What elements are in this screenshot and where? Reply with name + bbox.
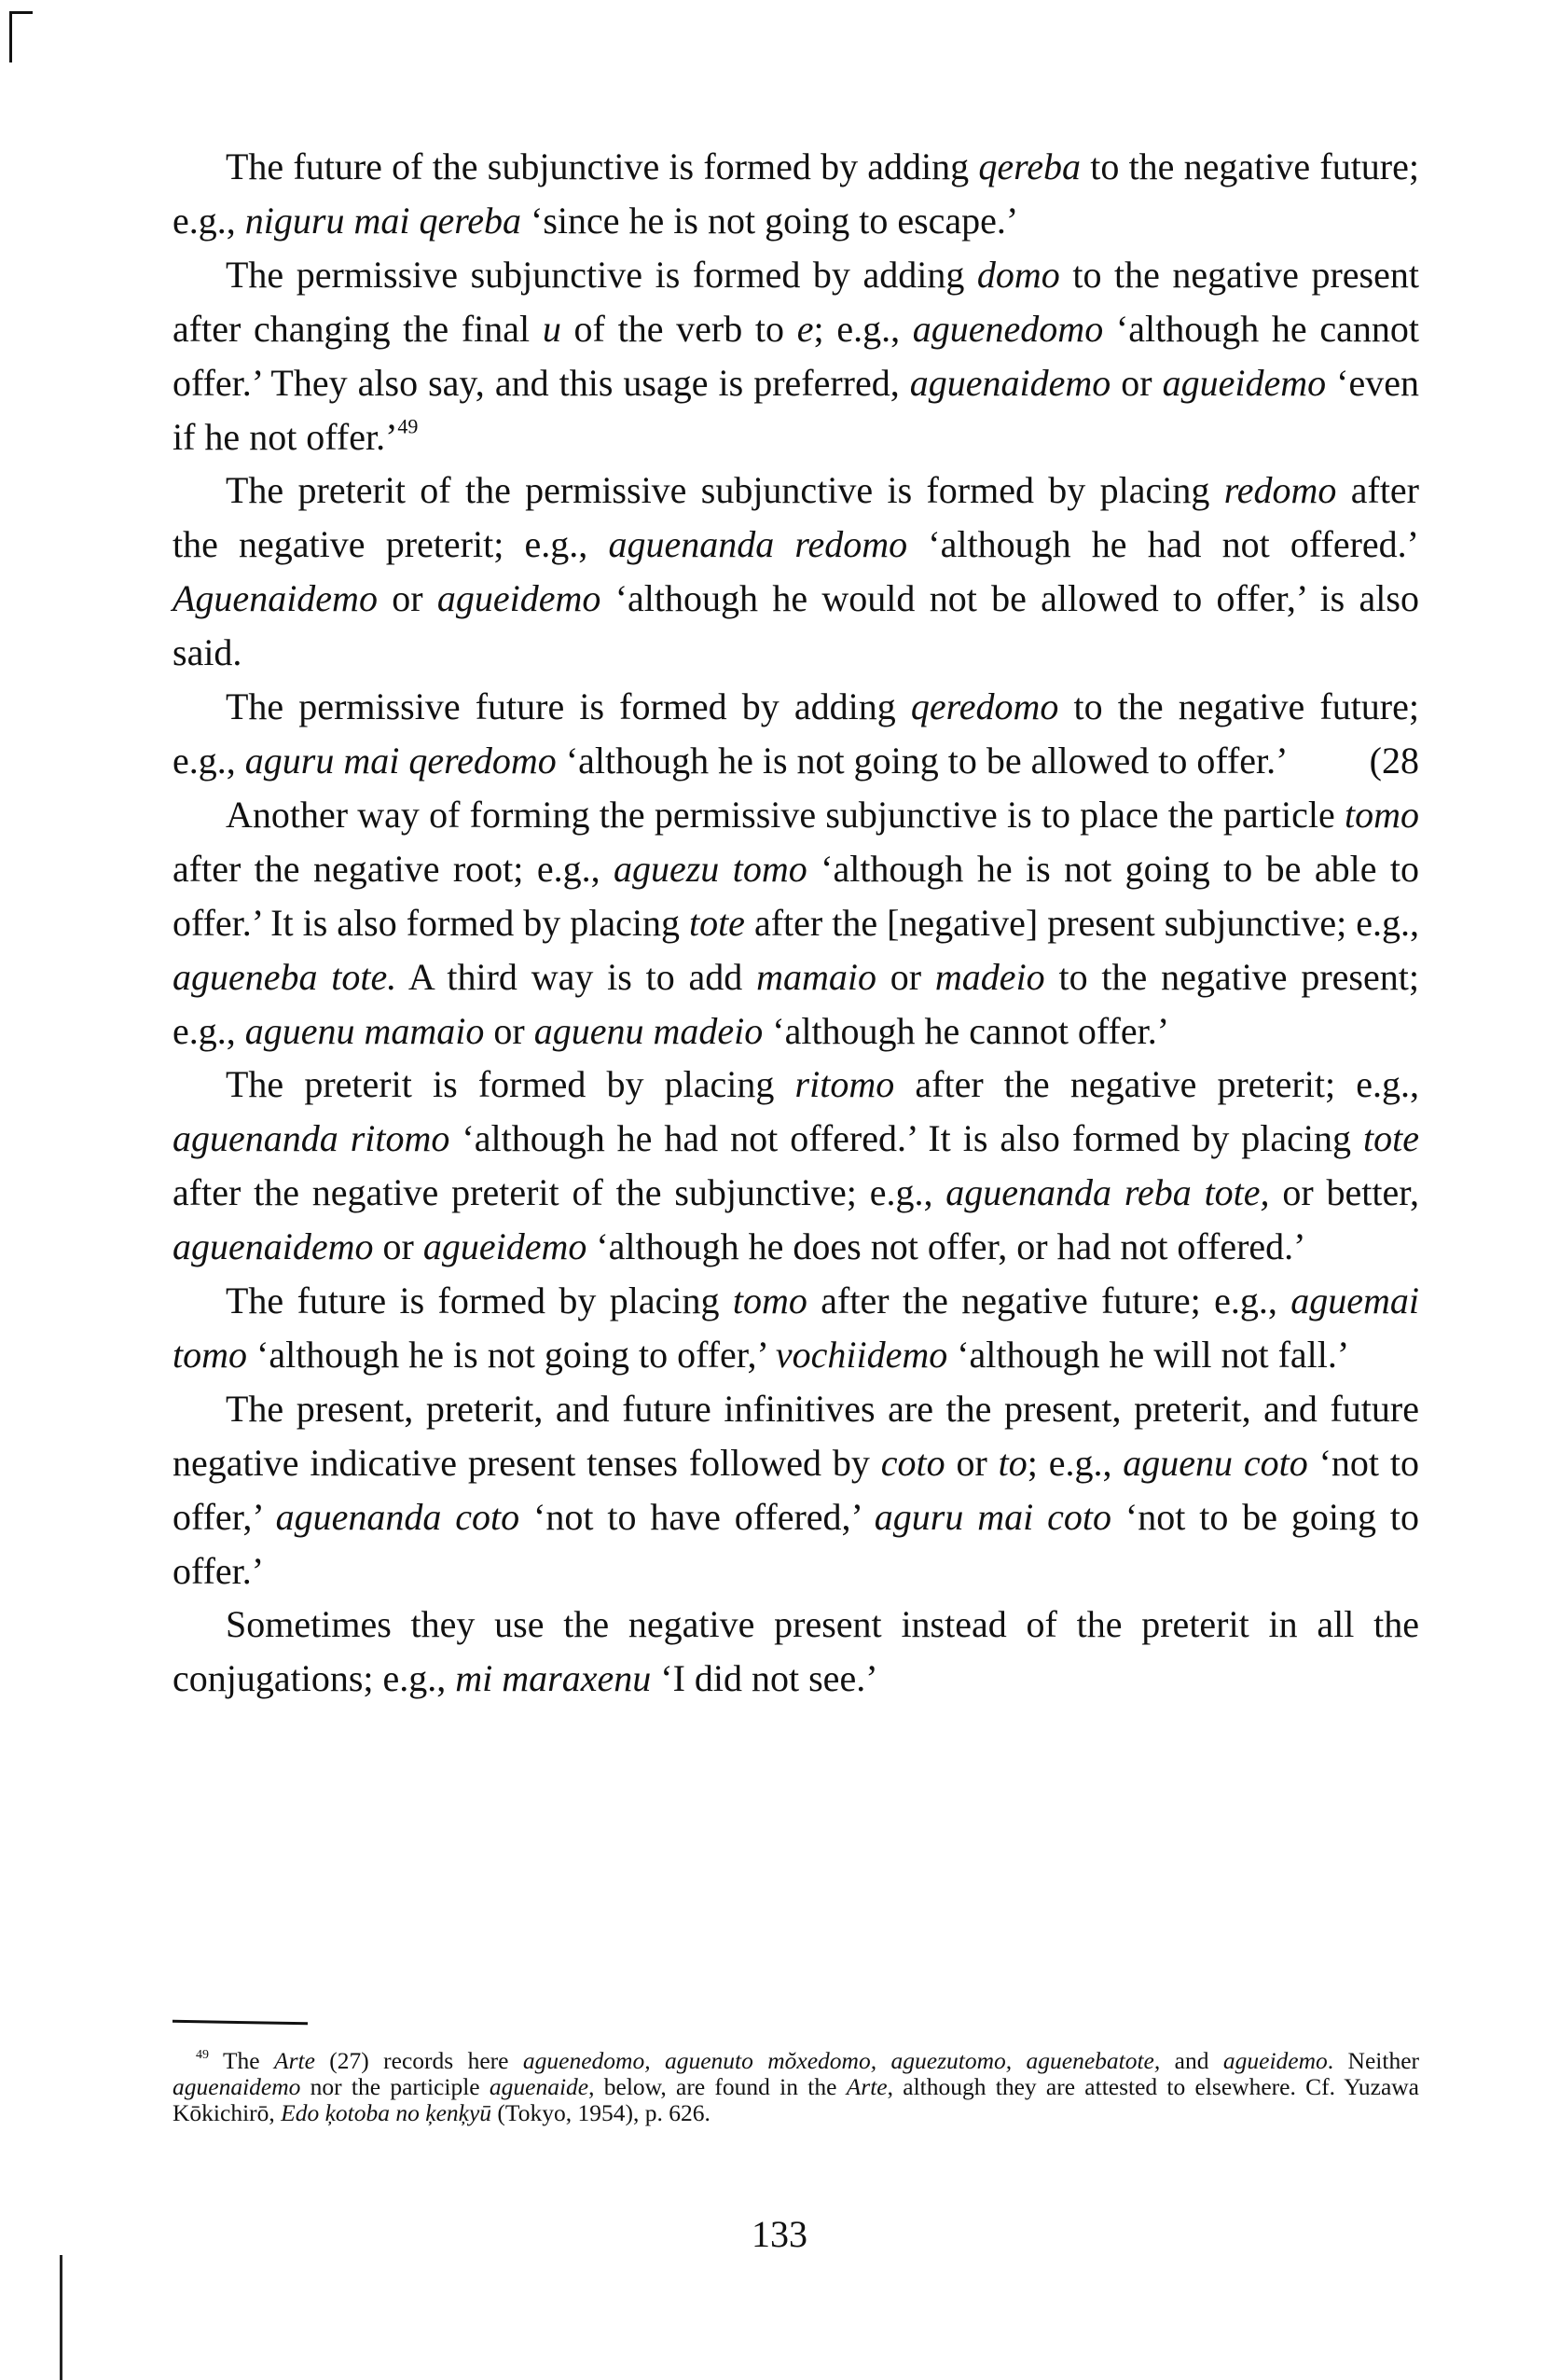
footnote-marker: 49 — [397, 413, 419, 437]
italic-term: vochiidemo — [775, 1333, 948, 1376]
italic-term: aguenaidemo — [909, 361, 1111, 404]
text-run: (Tokyo, 1954), p. 626. — [491, 2099, 711, 2126]
text-run: ‘although he is not going to offer,’ — [247, 1333, 776, 1376]
italic-term: aguenanda ritomo — [172, 1117, 450, 1160]
italic-term: aguenedomo, aguenuto mŏxedomo, aguezutomo, aguenebatote, — [522, 2047, 1161, 2074]
text-run: ‘although he cannot offer.’ — [763, 1009, 1170, 1052]
text-run: ; e.g., — [813, 307, 913, 350]
text-run: Sometimes they use the negative present instead of the preterit in all the conjugations; e.g., — [172, 1603, 1419, 1700]
paragraph — [172, 464, 1419, 680]
italic-term: Arte — [846, 2073, 888, 2100]
text-run: The permissive subjunctive is formed by adding — [226, 253, 977, 296]
text-run: nor the participle — [300, 2073, 490, 2100]
italic-term: niguru mai qereba — [244, 199, 522, 242]
text-run: The preterit is formed by placing — [226, 1063, 795, 1106]
text-run: after the negative preterit of the subjunctive; e.g., — [172, 1171, 946, 1214]
italic-term: Aguenaidemo — [172, 577, 378, 620]
italic-term: tote — [1363, 1117, 1419, 1160]
text-run: The future of the subjunctive is formed by adding — [226, 145, 979, 187]
paragraph — [172, 680, 1419, 788]
italic-term: ritomo — [794, 1063, 895, 1106]
italic-term: aguenanda coto — [275, 1495, 520, 1538]
text-run: , below, are found in the — [588, 2073, 847, 2100]
body-text — [172, 140, 1419, 1706]
text-run: ‘I did not see.’ — [651, 1657, 878, 1700]
text-run: The present, preterit, and future infinitives are the present, preterit, and future negative indicative present tenses followed by — [172, 1387, 1419, 1484]
italic-term: Edo ķotoba no ķenķyū — [281, 2099, 492, 2126]
italic-term: aguenu coto — [1123, 1441, 1308, 1484]
italic-term: aguenaidemo — [172, 1225, 374, 1268]
text-run: ‘even if he not offer.’ — [172, 361, 1420, 458]
italic-term: qeredomo — [910, 685, 1059, 728]
italic-term: to — [998, 1441, 1028, 1484]
text-run: and — [1160, 2047, 1223, 2074]
italic-term: aguenaidemo — [172, 2073, 301, 2100]
text-run: ‘not to have offered,’ — [519, 1495, 875, 1538]
text-run: or — [484, 1009, 534, 1052]
text-run: ; e.g., — [1027, 1441, 1124, 1484]
paragraph — [172, 1598, 1419, 1706]
italic-term: agueneba tote. — [172, 955, 397, 998]
binding-edge-line — [60, 2255, 62, 2380]
text-run: (27) records here — [314, 2047, 523, 2074]
paragraph — [172, 1274, 1419, 1382]
text-run: to the negative present after changing the final — [172, 253, 1419, 350]
text-run: ‘not to be going to offer.’ — [172, 1495, 1420, 1592]
text-run: or — [945, 1441, 999, 1484]
italic-term: aguenedomo — [912, 307, 1104, 350]
text-run: after the negative preterit; e.g., — [172, 469, 1420, 566]
italic-term: madeio — [934, 955, 1045, 998]
italic-term: agueidemo — [422, 1225, 587, 1268]
italic-term: agueidemo — [1222, 2047, 1328, 2074]
page-number: 133 — [752, 2213, 807, 2255]
italic-term: aguenaide — [489, 2073, 589, 2100]
italic-term: domo — [976, 253, 1060, 296]
text-run: ‘since he is not going to escape.’ — [521, 199, 1019, 242]
text-run: A third way is to add — [396, 955, 757, 998]
italic-term: tote — [688, 901, 745, 944]
footnote — [172, 2048, 1419, 2126]
crop-mark — [9, 11, 33, 62]
italic-term: aguemai tomo — [172, 1280, 1419, 1376]
italic-term: coto — [880, 1441, 945, 1484]
text-run: Another way of forming the permissive subjunctive is to place the particle — [226, 793, 1345, 836]
text-run: ‘although he would not be allowed to offer,’ is also said. — [172, 577, 1419, 674]
text-run: or — [377, 577, 437, 620]
paragraph — [172, 248, 1419, 464]
italic-term: aguezu tomo — [613, 847, 807, 890]
text-run: ‘although he does not offer, or had not offered.’ — [586, 1225, 1306, 1268]
italic-term: e — [796, 307, 814, 350]
italic-term: aguenu madeio — [533, 1009, 764, 1052]
paragraph — [172, 1058, 1419, 1274]
text-run: after the negative root; e.g., — [172, 847, 614, 890]
text-run: ‘not to offer,’ — [172, 1441, 1419, 1538]
italic-term: Arte — [274, 2047, 315, 2074]
italic-term: tomo — [1345, 793, 1419, 836]
text-run: or — [876, 955, 935, 998]
text-run: The — [209, 2047, 274, 2074]
italic-term: redomo — [1223, 469, 1337, 512]
italic-term: aguenu mamaio — [244, 1009, 485, 1052]
text-run: , although they are attested to elsewhere. Cf. Yuzawa Kōkichirō, — [172, 2073, 1420, 2126]
italic-term: aguru mai coto — [874, 1495, 1112, 1538]
text-run: to the negative future; e.g., — [172, 685, 1419, 782]
footnote-rule — [172, 2020, 308, 2026]
italic-term: tomo — [732, 1280, 807, 1322]
text-run: to the negative present; e.g., — [172, 955, 1419, 1052]
text-run: The future is formed by placing — [226, 1280, 733, 1322]
italic-term: agueidemo — [436, 577, 601, 620]
italic-term: aguru mai qeredomo — [244, 739, 557, 782]
paragraph — [172, 1382, 1419, 1598]
text-run: after the negative preterit; e.g., — [894, 1063, 1419, 1106]
text-run: of the verb to — [560, 307, 797, 350]
text-run: ‘although he cannot offer.’ They also say, and this usage is preferred, — [172, 307, 1419, 404]
text-run: ‘although he is not going to be allowed to offer.’ — [556, 739, 1289, 782]
text-run: or — [1111, 361, 1163, 404]
footnote-marker: 49 — [196, 2047, 210, 2062]
text-run: to the negative future; e.g., — [172, 145, 1419, 242]
paragraph — [172, 788, 1419, 1059]
marginal-page-ref: (28 — [1369, 739, 1419, 782]
text-run: The permissive future is formed by adding — [226, 685, 911, 728]
italic-term: aguenanda reba tote, — [945, 1171, 1270, 1214]
text-run: . Neither — [1327, 2047, 1419, 2074]
italic-term: aguenanda redomo — [608, 523, 908, 566]
italic-term: agueidemo — [1162, 361, 1327, 404]
paragraph — [172, 140, 1419, 248]
footnote-49 — [172, 2048, 1419, 2126]
italic-term: mamaio — [756, 955, 876, 998]
italic-term: mi maraxenu — [455, 1657, 652, 1700]
text-run: after the [negative] present subjunctive; e.g., — [744, 901, 1419, 944]
italic-term: u — [542, 307, 561, 350]
text-run: The preterit of the permissive subjunctive is formed by placing — [226, 469, 1224, 512]
text-run: or — [373, 1225, 423, 1268]
text-run: after the negative future; e.g., — [807, 1280, 1291, 1322]
text-run: ‘although he is not going to be able to offer.’ It is also formed by placing — [172, 847, 1419, 944]
text-run: ‘although he had not offered.’ — [907, 523, 1419, 566]
text-run: ‘although he will not fall.’ — [947, 1333, 1350, 1376]
text-run: or better, — [1269, 1171, 1419, 1214]
italic-term: qereba — [978, 145, 1081, 187]
text-run: ‘although he had not offered.’ It is also formed by placing — [449, 1117, 1364, 1160]
